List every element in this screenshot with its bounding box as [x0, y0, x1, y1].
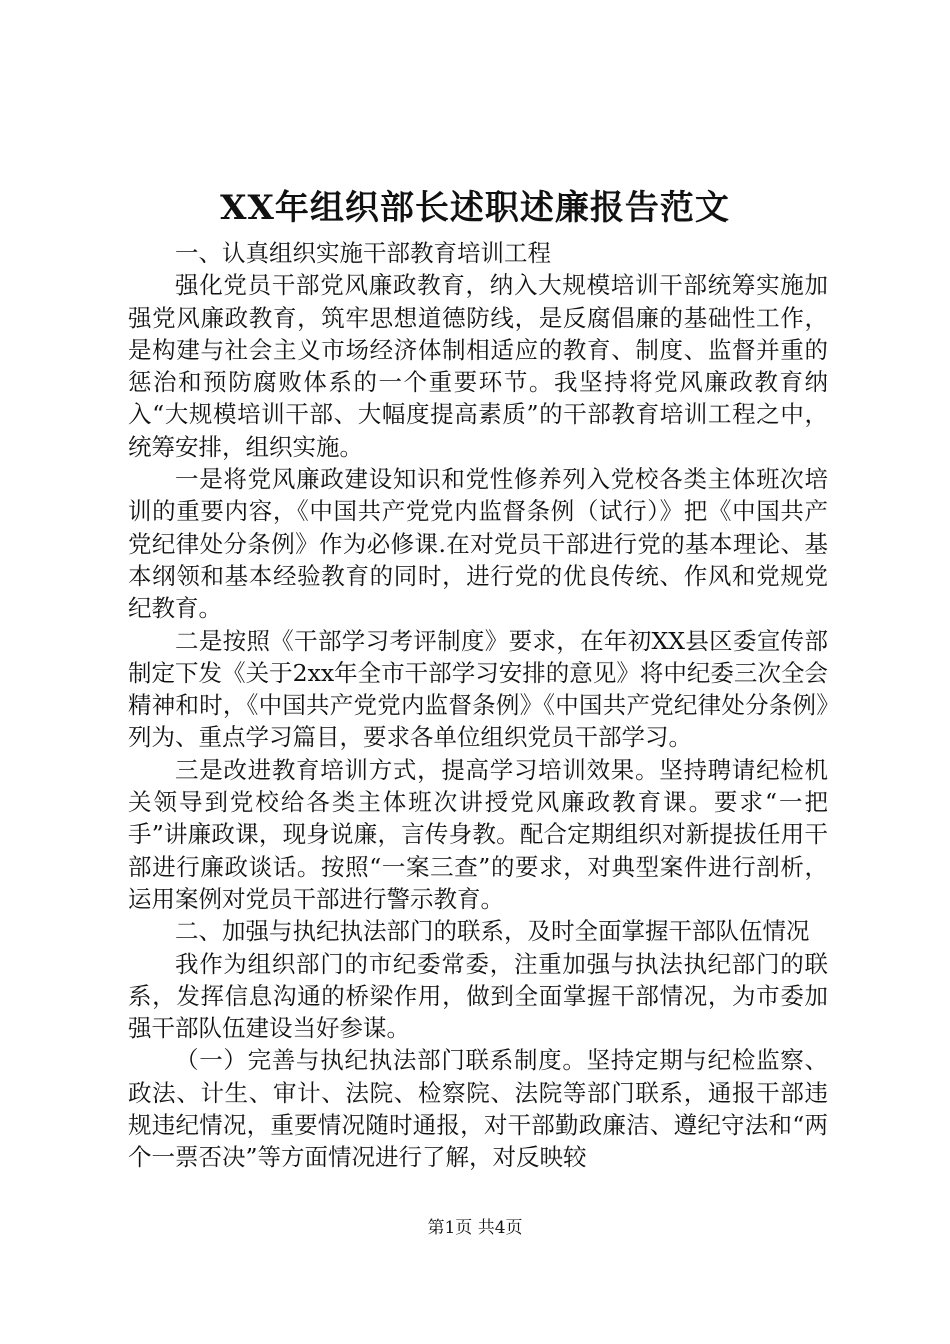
paragraph: 我作为组织部门的市纪委常委，注重加强与执法执纪部门的联系，发挥信息沟通的桥梁作用，做到全面掌握干部情况，为市委加强干部队伍建设当好参谋。 [128, 949, 828, 1043]
section-heading-1: 一、认真组织实施干部教育培训工程 [175, 239, 551, 267]
document-body [128, 237, 828, 1174]
page-footer: 第1页 共4页 [427, 1218, 523, 1238]
paragraph: （一）完善与执纪执法部门联系制度。坚持定期与纪检监察、政法、计生、审计、法院、检察院、法院等部门联系，通报干部违规违纪情况，重要情况随时通报，对干部勤政廉洁、遵纪守法和“两个一票否决”等方面情况进行了解，对反映较 [128, 1046, 828, 1172]
paragraph: 一是将党风廉政建设知识和党性修养列入党校各类主体班次培训的重要内容，《中国共产党党内监督条例（试行）》把《中国共产党纪律处分条例》作为必修课.在对党员干部进行党的基本理论、基本纲领和基本经验教育的同时，进行党的优良传统、作风和党规党纪教育。 [128, 465, 828, 623]
section-heading-2: 二、加强与执纪执法部门的联系，及时全面掌握干部队伍情况 [175, 917, 810, 946]
paragraph: 二是按照《干部学习考评制度》要求，在年初XX县区委宣传部制定下发《关于2xx年全市干部学习安排的意见》将中纪委三次全会精神和时，《中国共产党党内监督条例》《中国共产党纪律处分条例》列为、重点学习篇目，要求各单位组织党员干部学习。 [128, 626, 828, 752]
document-title: XX年组织部长述职述廉报告范文 [220, 188, 730, 228]
paragraph: 强化党员干部党风廉政教育，纳入大规模培训干部统筹实施加强党风廉政教育，筑牢思想道德防线，是反腐倡廉的基础性工作，是构建与社会主义市场经济体制相适应的教育、制度、监督并重的惩治和预防腐败体系的一个重要环节。我坚持将党风廉政教育纳入“大规模培训干部、大幅度提高素质”的干部教育培训工程之中，统筹安排，组织实施。 [128, 271, 828, 461]
paragraph: 三是改进教育培训方式，提高学习培训效果。坚持聘请纪检机关领导到党校给各类主体班次讲授党风廉政教育课。要求“一把手”讲廉政课，现身说廉，言传身教。配合定期组织对新提拔任用干部进行廉政谈话。按照“一案三查”的要求，对典型案件进行剖析，运用案例对党员干部进行警示教育。 [128, 755, 828, 913]
